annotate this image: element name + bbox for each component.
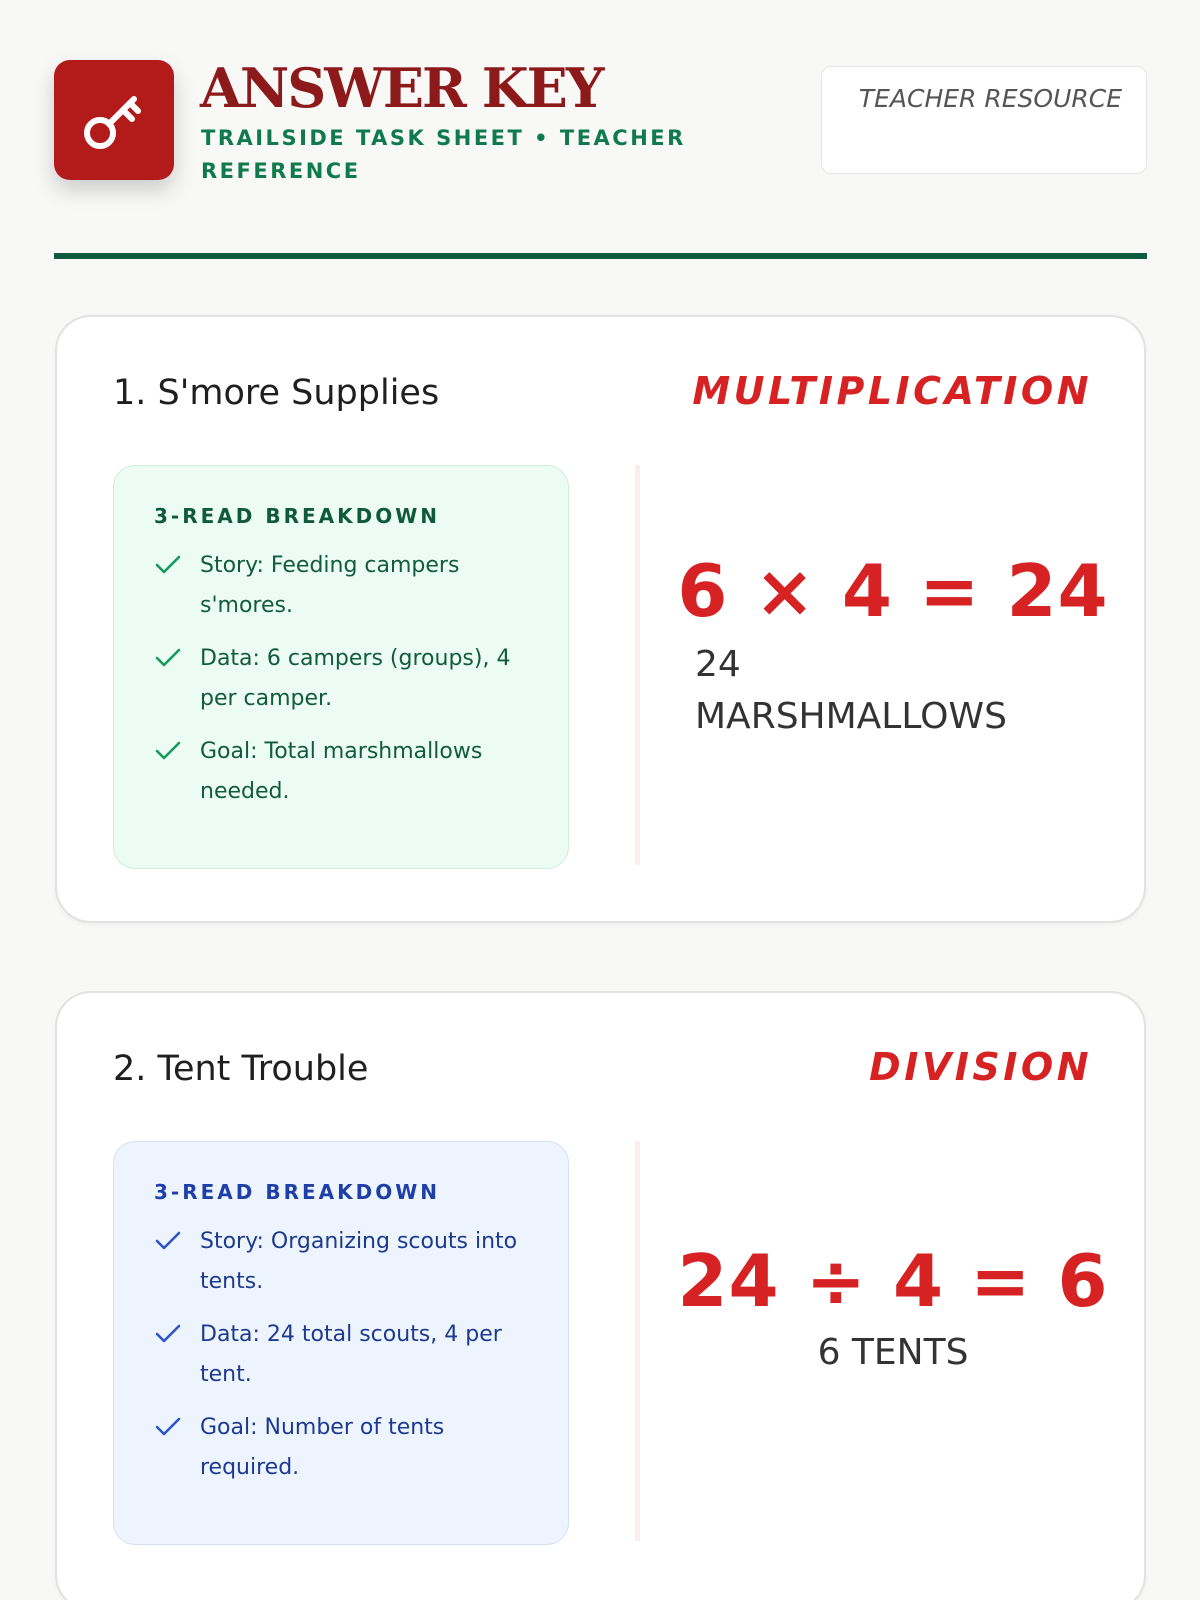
checkmark-icon (154, 1229, 182, 1253)
answer-equation: 6 × 4 = 24 (677, 549, 1109, 633)
column-divider (635, 465, 640, 865)
checkmark-icon (154, 739, 182, 763)
answer-text: 24 MARSHMALLOWS (695, 644, 1007, 737)
breakdown-item (154, 1222, 532, 1302)
page-subtitle: TRAILSIDE TASK SHEET • TEACHER REFERENCE (201, 126, 686, 183)
operation-label: MULTIPLICATION (692, 369, 1092, 413)
problem-title: 2. Tent Trouble (113, 1049, 369, 1089)
breakdown-item (154, 1408, 532, 1488)
problem-card (55, 991, 1146, 1600)
breakdown-item-text: Story: Organizing scouts into tents. (200, 1229, 518, 1294)
operation-label: DIVISION (869, 1045, 1092, 1089)
breakdown-list (154, 546, 532, 812)
breakdown-panel (113, 1141, 569, 1545)
answer-text: 6 TENTS (817, 1332, 969, 1373)
page-title: ANSWER KEY (200, 56, 603, 120)
breakdown-heading: 3-READ BREAKDOWN (154, 1180, 441, 1204)
logo-tile (54, 60, 174, 180)
page-header (54, 56, 1147, 190)
checkmark-icon (154, 1322, 182, 1346)
breakdown-item (154, 546, 532, 626)
breakdown-item (154, 1315, 532, 1395)
checkmark-icon (154, 553, 182, 577)
teacher-resource-badge: TEACHER RESOURCE (821, 66, 1147, 174)
breakdown-item-text: Data: 6 campers (groups), 4 per camper. (200, 646, 511, 711)
breakdown-list (154, 1222, 532, 1488)
header-divider (54, 253, 1147, 259)
problem-card (55, 315, 1146, 923)
key-icon (76, 82, 152, 158)
breakdown-heading: 3-READ BREAKDOWN (154, 504, 441, 528)
checkmark-icon (154, 1415, 182, 1439)
answer-equation: 24 ÷ 4 = 6 (677, 1239, 1109, 1323)
breakdown-item-text: Data: 24 total scouts, 4 per tent. (200, 1322, 502, 1387)
breakdown-item (154, 732, 532, 812)
breakdown-item (154, 639, 532, 719)
breakdown-item-text: Goal: Number of tents required. (200, 1415, 445, 1480)
column-divider (635, 1141, 640, 1541)
problem-title: 1. S'more Supplies (113, 373, 440, 413)
breakdown-item-text: Story: Feeding campers s'mores. (200, 553, 460, 618)
checkmark-icon (154, 646, 182, 670)
breakdown-item-text: Goal: Total marshmallows needed. (200, 739, 483, 804)
answer-block (643, 1239, 1143, 1379)
breakdown-panel (113, 465, 569, 869)
answer-block (643, 549, 1143, 743)
